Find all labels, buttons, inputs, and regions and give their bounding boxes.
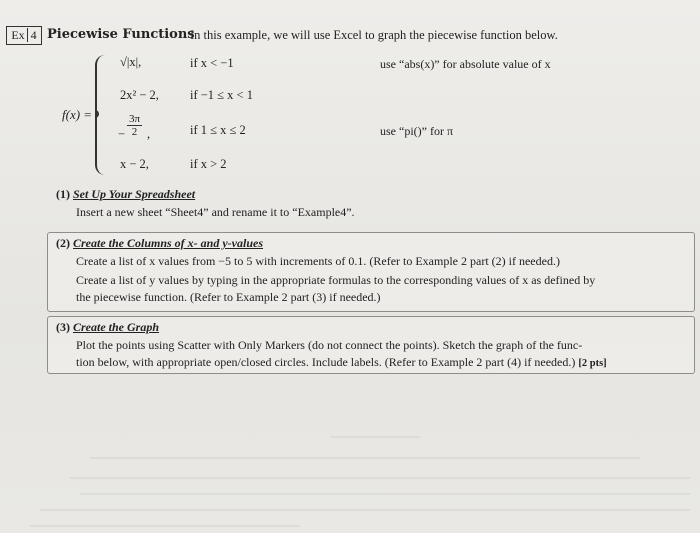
step-2-number: (2): [56, 236, 70, 250]
case-3-denominator: 2: [131, 126, 138, 138]
case-3-note: use “pi()” for π: [380, 124, 454, 138]
step-2-line-3: the piecewise function. (Refer to Example 2 part (3) if needed.): [76, 290, 381, 304]
intro-text: In this example, we will use Excel to graph the piecewise function below.: [190, 28, 558, 42]
step-3-title: Create the Graph: [73, 320, 160, 334]
step-3-heading: [56, 320, 159, 335]
section-title: Piecewise Functions: [47, 27, 195, 42]
case-3-sign: −: [118, 127, 126, 141]
case-4-expr: x − 2,: [120, 157, 149, 171]
case-3-condition: if 1 ≤ x ≤ 2: [190, 123, 246, 137]
step-1-number: (1): [56, 187, 70, 201]
case-3-numerator: 3π: [129, 113, 141, 125]
case-1-note: use “abs(x)” for absolute value of x: [380, 57, 551, 71]
step-1-heading: [56, 187, 195, 202]
example-number: 4: [27, 28, 37, 42]
case-2-condition: if −1 ≤ x < 1: [190, 88, 253, 102]
bleed-through-texture: [0, 380, 700, 533]
brace-tip: [91, 110, 99, 118]
step-3-line-1: Plot the points using Scatter with Only Markers (do not connect the points). Sketch the graph of the func-: [76, 338, 583, 352]
step-3-number: (3): [56, 320, 70, 334]
case-2-expr: 2x² − 2,: [120, 88, 159, 102]
example-label: Ex: [11, 28, 25, 42]
case-4-condition: if x > 2: [190, 157, 227, 171]
step-2-line-2: Create a list of y values by typing in the appropriate formulas to the corresponding values of x as defined by: [76, 273, 596, 287]
case-1-expr: √|x|,: [120, 55, 142, 69]
case-3-comma: ,: [147, 127, 151, 141]
example-label-box: [6, 26, 42, 45]
case-1-condition: if x < −1: [190, 56, 234, 70]
step-1-title: Set Up Your Spreadsheet: [73, 187, 196, 201]
step-2-heading: [56, 236, 263, 251]
step-1-line-1: Insert a new sheet “Sheet4” and rename it to “Example4”.: [76, 205, 355, 219]
step-2-title: Create the Columns of x- and y-values: [73, 236, 264, 250]
step-2-line-1: Create a list of x values from −5 to 5 with increments of 0.1. (Refer to Example 2 part (2) if needed.): [76, 254, 560, 268]
step-3-line-2-text: tion below, with appropriate open/closed circles. Include labels. (Refer to Example 2 part (4) if needed.): [76, 355, 576, 369]
step-3-line-2: [76, 355, 607, 370]
function-name: f(x) =: [62, 107, 93, 122]
case-3-fraction: [127, 113, 142, 138]
step-3-points: [2 pts]: [578, 358, 607, 369]
